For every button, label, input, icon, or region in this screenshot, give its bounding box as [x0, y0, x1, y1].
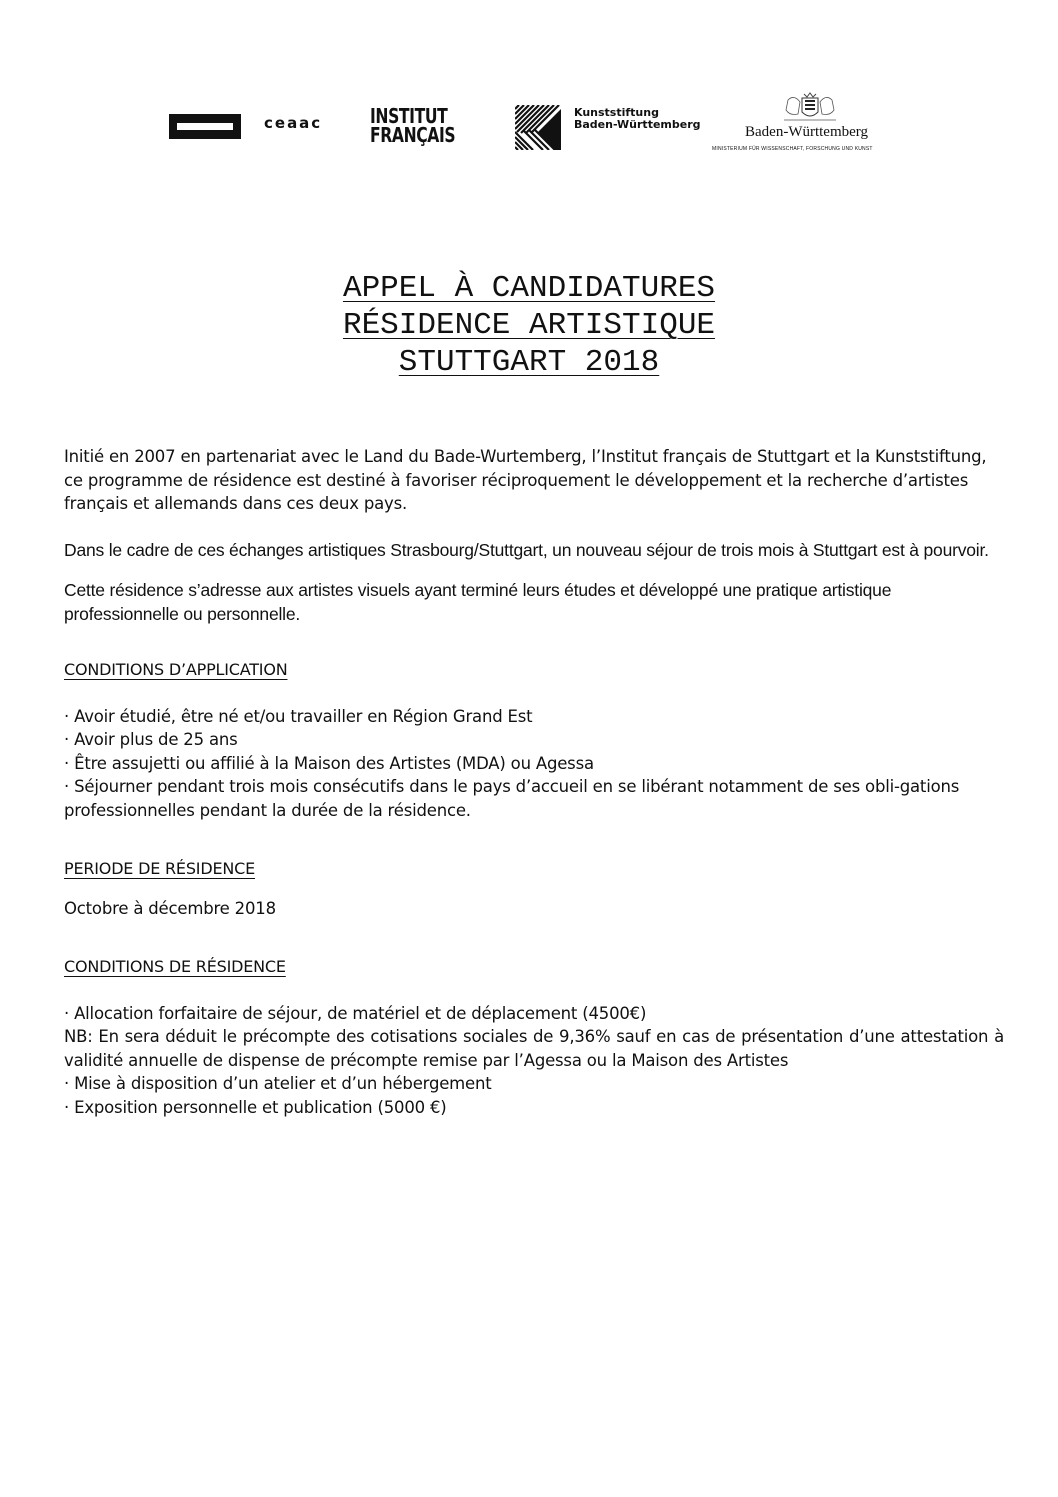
section-heading-conditions-residence: CONDITIONS DE RÉSIDENCE	[64, 957, 286, 976]
title-line-2: RÉSIDENCE ARTISTIQUE	[342, 308, 716, 343]
nb-note: NB: En sera déduit le précompte des cotisations sociales de 9,36% sauf en cas de présentation d’une attestation à validité annuelle de dispense de précompte remise par l’Agessa ou la Maison des Artistes	[64, 1027, 1004, 1070]
list-item: · Avoir étudié, être né et/ou travailler en Région Grand Est	[64, 706, 533, 726]
conditions-application-list	[64, 705, 1004, 823]
kunststiftung-logo-mark	[515, 105, 561, 150]
residence-period: Octobre à décembre 2018	[64, 898, 276, 918]
intro-paragraph: Initié en 2007 en partenariat avec le Land du Bade-Wurtemberg, l’Institut français de Stuttgart et la Kunststiftung, ce programme de résidence est destiné à favoriser réciproquement le développement et la recherche d’artistes français et allemands dans ces deux pays.	[64, 447, 987, 513]
document-body	[64, 445, 1004, 1119]
institut-francais-logo: INSTITUT FRANÇAIS	[370, 104, 456, 147]
eligibility-paragraph: Cette résidence s’adresse aux artistes visuels ayant terminé leurs études et développé une pratique artistique professionnelle ou personnelle.	[64, 580, 892, 624]
title-line-3: STUTTGART 2018	[398, 345, 660, 380]
document-title	[0, 270, 1058, 381]
section-heading-periode: PERIODE DE RÉSIDENCE	[64, 859, 256, 878]
exchange-paragraph: Dans le cadre de ces échanges artistiques Strasbourg/Stuttgart, un nouveau séjour de trois mois à Stuttgart est à pourvoir.	[64, 539, 989, 560]
list-item: · Être assujetti ou affilié à la Maison des Artistes (MDA) ou Agessa	[64, 753, 594, 773]
partner-logos	[0, 0, 1058, 170]
list-item: · Séjourner pendant trois mois consécutifs dans le pays d’accueil en se libérant notamment de ses obli-gations professionnelles pendant la durée de la résidence.	[64, 777, 960, 820]
coat-of-arms-icon	[780, 92, 840, 124]
list-item: · Exposition personnelle et publication (5000 €)	[64, 1097, 447, 1117]
baden-wuerttemberg-logo-text: Baden-Württemberg	[745, 124, 869, 140]
list-item: · Mise à disposition d’un atelier et d’un hébergement	[64, 1074, 492, 1093]
section-heading-conditions-application: CONDITIONS D’APPLICATION	[64, 660, 288, 679]
list-item: · Allocation forfaitaire de séjour, de matériel et de déplacement (4500€)	[64, 1003, 647, 1023]
ministry-name: MINISTERIUM FÜR WISSENSCHAFT, FORSCHUNG UND KUNST	[712, 146, 873, 152]
conditions-residence-list	[64, 1002, 1004, 1120]
list-item: · Avoir plus de 25 ans	[64, 730, 238, 749]
ceaac-logo-mark	[169, 114, 241, 139]
title-line-1: APPEL À CANDIDATURES	[342, 271, 716, 306]
kunststiftung-logo-text: Kunststiftung Baden-Württemberg	[574, 106, 701, 131]
ceaac-logo-text: ceaac	[264, 114, 323, 132]
